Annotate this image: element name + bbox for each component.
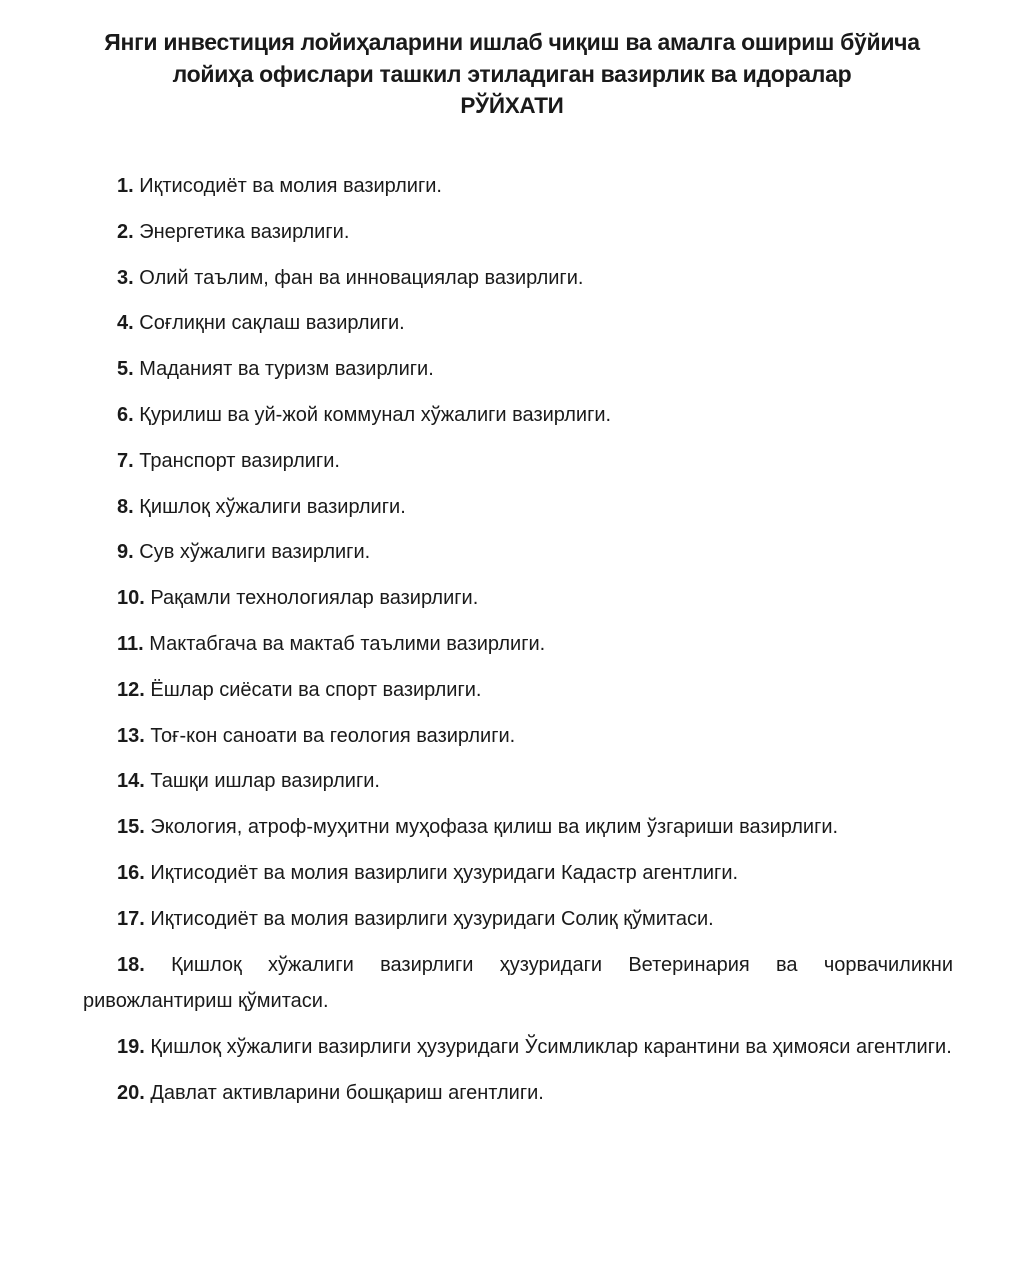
item-text: Қишлоқ хўжалиги вазирлиги ҳузуридаги Ўсимликлар карантини ва ҳимояси агентлиги.: [150, 1035, 952, 1058]
item-text: Қишлоқ хўжалиги вазирлиги.: [139, 495, 406, 518]
list-item: [83, 260, 953, 306]
list-item: [83, 351, 953, 397]
list-item: [83, 214, 953, 260]
item-text: Мактабгача ва мактаб таълими вазирлиги.: [149, 632, 546, 655]
list-item: [83, 763, 953, 809]
item-number: 8.: [117, 495, 134, 518]
list-item: [83, 397, 953, 443]
item-number: 18.: [117, 953, 145, 976]
item-text: Иқтисодиёт ва молия вазирлиги.: [139, 175, 442, 197]
item-text: Сув хўжалиги вазирлиги.: [139, 541, 371, 564]
title-line-1: Янги инвестиция лойиҳаларини ишлаб чиқиш ва амалга ошириш бўйича: [104, 29, 920, 55]
item-text: Маданият ва туризм вазирлиги.: [139, 358, 434, 381]
item-text: Иқтисодиёт ва молия вазирлиги ҳузуридаги Кадастр агентлиги.: [150, 862, 739, 885]
item-text: Олий таълим, фан ва инновациялар вазирлиги.: [139, 266, 584, 289]
item-text: Давлат активларини бошқариш агентлиги.: [150, 1081, 544, 1104]
list-item: [83, 580, 953, 626]
item-number: 3.: [117, 266, 134, 289]
title-heading: РЎЙХАТИ: [460, 93, 564, 118]
list-item: [83, 534, 953, 580]
item-text: Экология, атроф-муҳитни муҳофаза қилиш ва иқлим ўзгариши вазирлиги.: [150, 816, 839, 839]
item-number: 4.: [117, 312, 134, 335]
item-text: Тоғ-кон саноати ва геология вазирлиги.: [150, 724, 516, 747]
item-number: 14.: [117, 770, 145, 793]
list-item: [83, 901, 953, 947]
list-item: [83, 1029, 953, 1065]
item-text: Қишлоқ хўжалиги вазирлиги ҳузуридаги Ветеринария ва чорвачиликни ривожлантириш қўмитаси.: [83, 953, 953, 1012]
item-number: 10.: [117, 587, 145, 610]
item-number: 1.: [117, 175, 134, 197]
item-number: 15.: [117, 816, 145, 839]
item-number: 19.: [117, 1035, 145, 1058]
list-item: [83, 809, 953, 845]
item-number: 13.: [117, 724, 145, 747]
item-text: Ташқи ишлар вазирлиги.: [150, 770, 380, 793]
item-text: Қурилиш ва уй-жой коммунал хўжалиги вазирлиги.: [139, 403, 612, 426]
item-text: Соғлиқни сақлаш вазирлиги.: [139, 312, 405, 335]
item-number: 7.: [117, 449, 134, 472]
title-line-2: лойиҳа офислари ташкил этиладиган вазирлик ва идоралар: [172, 61, 852, 87]
list-item: [83, 626, 953, 672]
document-title: [0, 26, 1024, 122]
list-item: [83, 672, 953, 718]
list-item: [83, 489, 953, 535]
item-number: 20.: [117, 1081, 145, 1104]
item-text: Иқтисодиёт ва молия вазирлиги ҳузуридаги Солиқ қўмитаси.: [150, 907, 714, 930]
item-number: 2.: [117, 220, 134, 243]
item-number: 9.: [117, 541, 134, 564]
list-item: [83, 855, 953, 901]
list-item: [83, 305, 953, 351]
ministry-list: [83, 168, 953, 1121]
item-text: Ёшлар сиёсати ва спорт вазирлиги.: [150, 678, 482, 701]
item-number: 11.: [117, 632, 144, 655]
list-item: [83, 443, 953, 489]
item-number: 17.: [117, 907, 145, 930]
list-item: [83, 718, 953, 764]
list-item: [83, 1075, 953, 1121]
item-number: 16.: [117, 862, 145, 885]
item-text: Рақамли технологиялар вазирлиги.: [150, 587, 479, 610]
item-text: Энергетика вазирлиги.: [139, 220, 350, 243]
list-item: [83, 947, 953, 1019]
item-number: 6.: [117, 403, 134, 426]
item-text: Транспорт вазирлиги.: [139, 449, 340, 472]
item-number: 5.: [117, 358, 134, 381]
list-item: [83, 168, 953, 214]
item-number: 12.: [117, 678, 145, 701]
